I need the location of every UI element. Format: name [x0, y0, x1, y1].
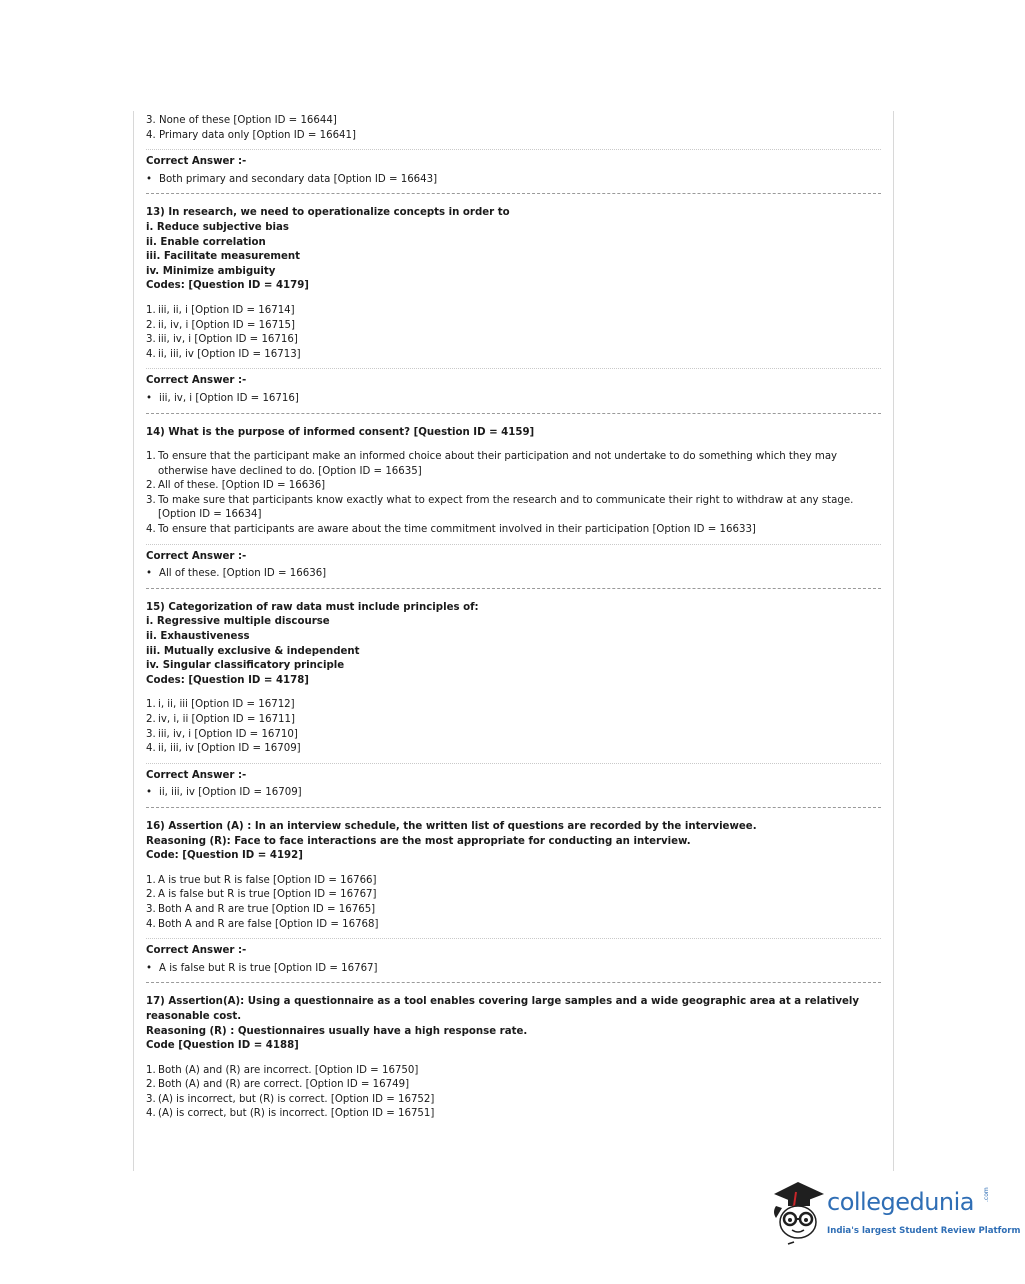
question-text: 16) Assertion (A) : In an interview schedule, the written list of questions are recorded by the interviewee. [146, 820, 757, 832]
option-item: 4. Primary data only [Option ID = 16641] [146, 129, 356, 141]
option-item: 3. iii, iv, i [Option ID = 16716] [146, 334, 298, 346]
question-paper [133, 111, 894, 1171]
option-item: 1. Both (A) and (R) are incorrect. [Option ID = 16750] [146, 1064, 419, 1076]
question-text: Reasoning (R): Face to face interactions are the most appropriate for conducting an interview. [146, 835, 691, 847]
question-text: i. Regressive multiple discourse [146, 616, 330, 628]
collegedunia-logo[interactable] [768, 1178, 1021, 1248]
option-item: 3. Both A and R are true [Option ID = 16765] [146, 903, 376, 915]
correct-answer-label: Correct Answer :- [146, 375, 247, 387]
question-text: 17) Assertion(A): Using a questionnaire as a tool enables covering large samples and a wide geographic area at a relatively reasonable cost. [146, 996, 860, 1022]
logo-tagline: India's largest Student Review Platform [827, 1226, 1021, 1236]
bullet-icon: • [146, 173, 153, 185]
question-13 [146, 193, 881, 368]
question-text: iii. Mutually exclusive & independent [146, 645, 360, 657]
question-text: ii. Enable correlation [146, 236, 266, 248]
correct-answer-label: Correct Answer :- [146, 550, 247, 562]
option-item: 4. To ensure that participants are aware about the time commitment involved in their participation [Option ID = 16633] [146, 524, 756, 536]
q12-correct-answer [146, 149, 881, 193]
option-item: 4. ii, iii, iv [Option ID = 16709] [146, 743, 301, 755]
q14-correct-answer [146, 544, 881, 588]
question-text: ii. Exhaustiveness [146, 631, 250, 643]
correct-answer-label: Correct Answer :- [146, 769, 247, 781]
bullet-icon: • [146, 392, 153, 404]
correct-answer-text: A is false but R is true [Option ID = 16767] [159, 962, 378, 974]
question-text: 14) What is the purpose of informed consent? [Question ID = 4159] [146, 426, 535, 438]
option-item: 2. iv, i, ii [Option ID = 16711] [146, 714, 295, 725]
correct-answer-text: All of these. [Option ID = 16636] [159, 568, 327, 580]
option-item: 2. ii, iv, i [Option ID = 16715] [146, 319, 295, 331]
question-text: iii. Facilitate measurement [146, 251, 301, 263]
option-item: 3. (A) is incorrect, but (R) is correct. [Option ID = 16752] [146, 1093, 435, 1105]
option-item: 1. A is true but R is false [Option ID = 16766] [146, 874, 377, 886]
option-item: 3. None of these [Option ID = 16644] [146, 115, 337, 126]
question-text: i. Reduce subjective bias [146, 221, 289, 233]
question-text: Codes: [Question ID = 4179] [146, 280, 309, 292]
question-text: 15) Categorization of raw data must include principles of: [146, 601, 479, 613]
option-item: 2. Both (A) and (R) are correct. [Option ID = 16749] [146, 1079, 410, 1091]
question-text: Code [Question ID = 4188] [146, 1040, 299, 1052]
option-item: 4. ii, iii, iv [Option ID = 16713] [146, 348, 301, 360]
bullet-icon: • [146, 962, 153, 974]
question-text: Code: [Question ID = 4192] [146, 850, 303, 862]
mascot-icon [768, 1178, 826, 1248]
correct-answer-label: Correct Answer :- [146, 945, 247, 957]
question-text: Codes: [Question ID = 4178] [146, 674, 309, 686]
option-item: 1. iii, ii, i [Option ID = 16714] [146, 304, 295, 316]
question-text: 13) In research, we need to operationalize concepts in order to [146, 207, 510, 219]
logo-wordmark: collegedunia [827, 1188, 975, 1216]
bullet-icon: • [146, 787, 153, 799]
question-16 [146, 807, 881, 938]
bullet-icon: • [146, 568, 153, 580]
option-item: 2. All of these. [Option ID = 16636] [146, 480, 326, 492]
logo-com: .com [983, 1187, 990, 1202]
option-item: 2. A is false but R is true [Option ID = 16767] [146, 889, 377, 901]
question-text: iv. Minimize ambiguity [146, 265, 276, 277]
question-text: Reasoning (R) : Questionnaires usually have a high response rate. [146, 1025, 528, 1037]
correct-answer-text: iii, iv, i [Option ID = 16716] [159, 392, 299, 404]
correct-answer-text: Both primary and secondary data [Option ID = 16643] [159, 173, 438, 185]
option-item: 1. To ensure that the participant make an informed choice about their participation and not undertake to do something which they may otherwise have declined to do. [Option ID = 16635] [146, 451, 838, 477]
correct-answer-text: ii, iii, iv [Option ID = 16709] [159, 787, 302, 799]
question-14 [146, 413, 881, 544]
option-item: 4. Both A and R are false [Option ID = 16768] [146, 918, 379, 930]
option-item: 3. To make sure that participants know exactly what to expect from the research and to communicate their right to withdraw at any stage. [Option ID = 16634] [146, 494, 854, 521]
q15-correct-answer [146, 763, 881, 807]
option-item: 1. i, ii, iii [Option ID = 16712] [146, 699, 295, 711]
q16-correct-answer [146, 938, 881, 982]
q12-options-tail [146, 111, 881, 149]
option-item: 4. (A) is correct, but (R) is incorrect. [Option ID = 16751] [146, 1108, 435, 1120]
correct-answer-label: Correct Answer :- [146, 156, 247, 168]
q13-correct-answer [146, 368, 881, 412]
question-17 [146, 982, 881, 1128]
question-15 [146, 588, 881, 763]
question-text: iv. Singular classificatory principle [146, 660, 345, 672]
option-item: 3. iii, iv, i [Option ID = 16710] [146, 728, 298, 740]
